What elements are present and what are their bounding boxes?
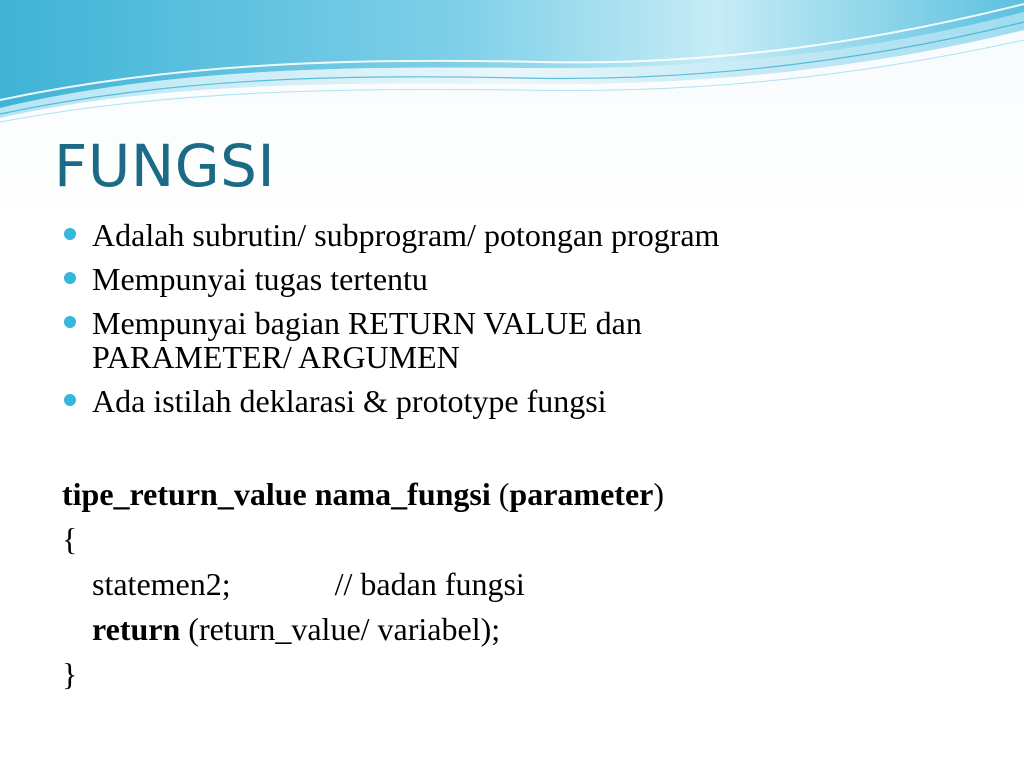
bullet-text: Mempunyai tugas tertentu — [92, 261, 428, 297]
open-paren: ( — [490, 476, 510, 512]
slide-title: FUNGSI — [54, 132, 276, 200]
comment: // badan fungsi — [334, 566, 525, 602]
open-brace-line — [62, 517, 962, 562]
bullet-item — [64, 262, 964, 296]
statement-line — [62, 562, 962, 607]
bullet-item — [64, 384, 964, 418]
return-line — [62, 607, 962, 652]
bullet-item — [64, 218, 964, 252]
header-wave-decoration — [0, 0, 1024, 130]
function-name: nama_fungsi — [314, 476, 491, 512]
close-paren: ) — [653, 476, 664, 512]
bullet-dot-icon — [64, 272, 76, 284]
open-brace: { — [62, 521, 78, 557]
return-keyword: return — [92, 611, 181, 647]
bullet-list — [64, 218, 964, 428]
parameter: parameter — [509, 476, 654, 512]
function-signature-line — [62, 472, 962, 517]
close-brace: } — [62, 656, 78, 692]
close-brace-line — [62, 652, 962, 697]
bullet-text: Mempunyai bagian RETURN VALUE dan PARAMETER/ ARGUMEN — [92, 305, 642, 375]
bullet-text: Adalah subrutin/ subprogram/ potongan program — [92, 217, 720, 253]
bullet-dot-icon — [64, 316, 76, 328]
bullet-text: Ada istilah deklarasi & prototype fungsi — [92, 383, 607, 419]
function-syntax-block — [62, 472, 962, 697]
return-type: tipe_return_value — [62, 476, 307, 512]
statement: statemen2; — [92, 566, 231, 602]
signature-space — [307, 476, 315, 512]
bullet-dot-icon — [64, 228, 76, 240]
return-expression: (return_value/ variabel); — [180, 611, 501, 647]
bullet-item — [64, 306, 964, 374]
bullet-dot-icon — [64, 394, 76, 406]
